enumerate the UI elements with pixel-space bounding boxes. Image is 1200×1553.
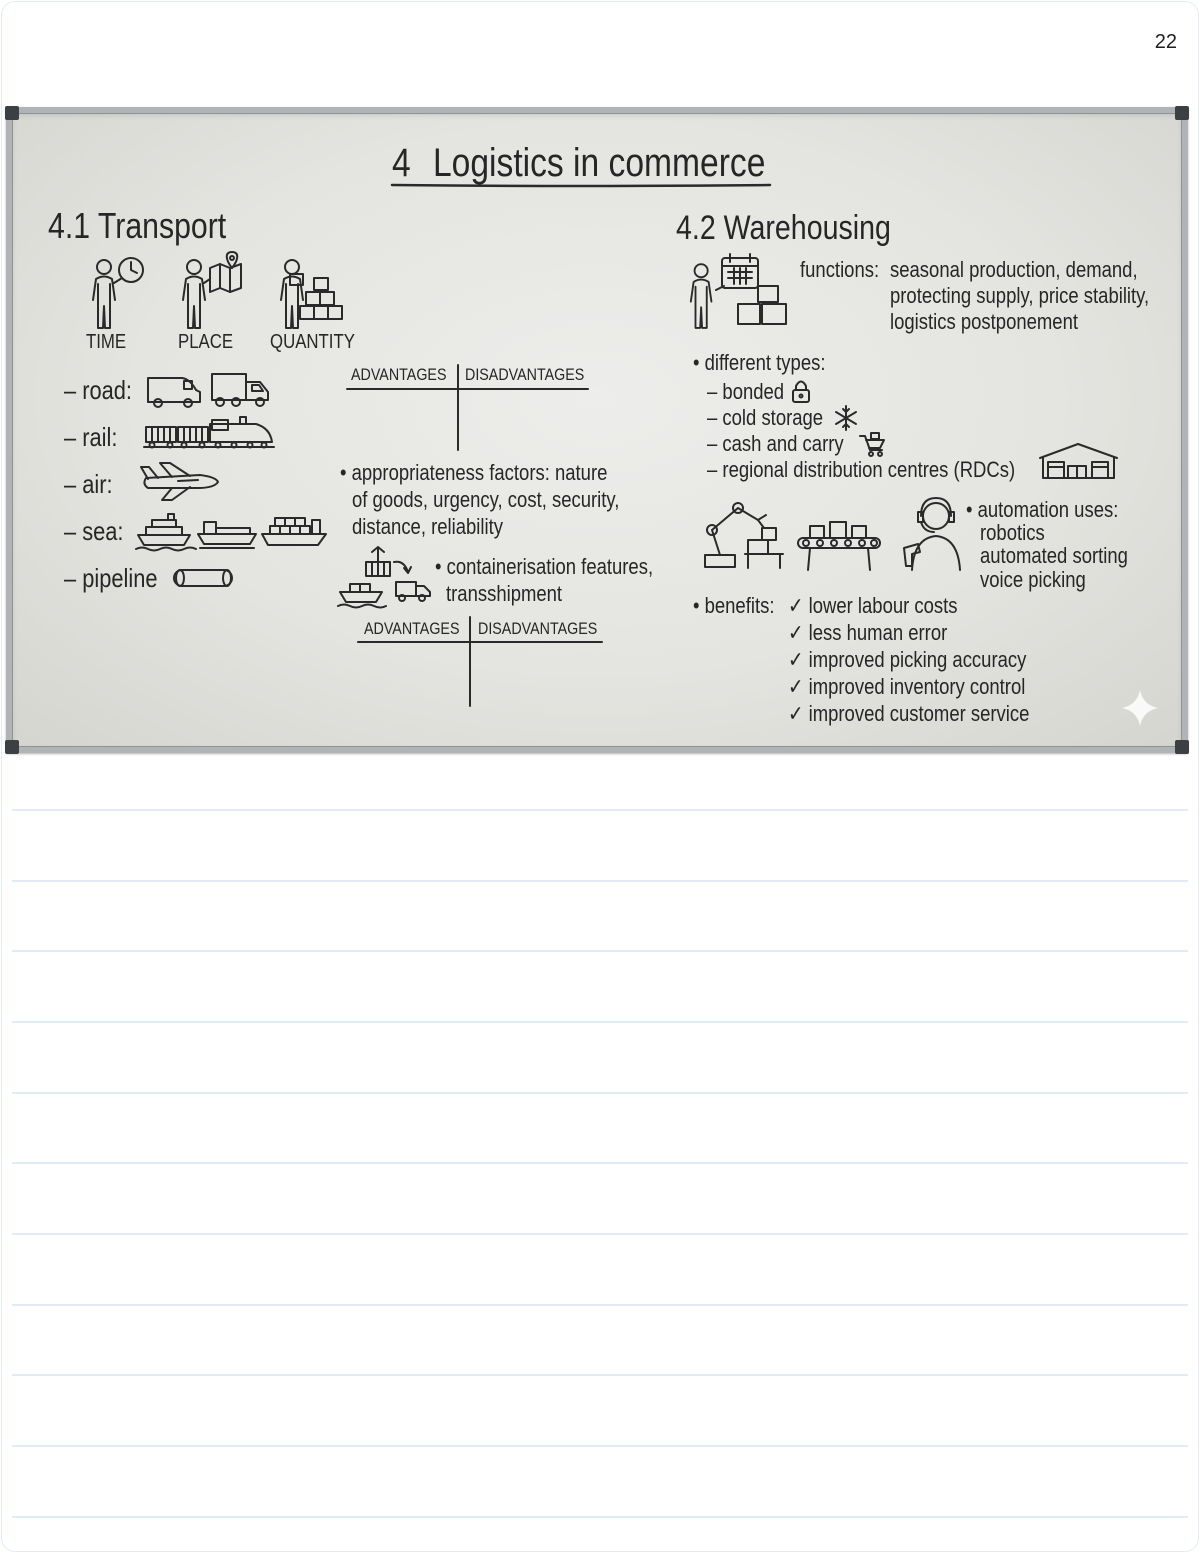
type-item: – bonded: [707, 379, 785, 404]
airplane-icon: [141, 463, 218, 500]
table-1-disadvantages-header: DISADVANTAGES: [465, 365, 585, 384]
mode-air: – air:: [64, 469, 113, 499]
conveyor-belt-icon: [798, 522, 880, 570]
ruled-line: [12, 880, 1188, 882]
automation-item: voice picking: [980, 567, 1086, 592]
snowflake-icon: [836, 406, 856, 430]
utility-time-label: TIME: [86, 331, 127, 353]
functions-line: logistics postponement: [890, 309, 1078, 334]
warehouse-building-icon: [1040, 444, 1117, 478]
warehouse-worker-icon: [691, 254, 786, 328]
ruled-line: [12, 1233, 1188, 1235]
person-map-icon: [183, 252, 241, 328]
title-underline: [392, 185, 770, 186]
ruled-line: [12, 1516, 1188, 1518]
truck-icon: [212, 374, 268, 406]
page-number: 22: [1154, 31, 1177, 53]
lock-icon: [793, 382, 809, 403]
shopping-cart-icon: [860, 433, 884, 456]
appropriateness-line: of goods, urgency, cost, security,: [352, 487, 620, 512]
transport-heading: 4.1 Transport: [48, 205, 227, 246]
ruled-line: [12, 1162, 1188, 1164]
containerisation-line: • containerisation features,: [435, 554, 654, 579]
robot-arm-icon: [705, 503, 783, 568]
appropriateness-line: • appropriateness factors: nature: [340, 460, 608, 485]
ruled-line: [12, 1092, 1188, 1094]
ruled-line: [12, 1021, 1188, 1023]
mode-sea: – sea:: [64, 516, 124, 546]
functions-line: seasonal production, demand,: [890, 257, 1138, 282]
ruled-line: [12, 1304, 1188, 1306]
automation-heading: • automation uses:: [966, 497, 1119, 522]
utility-place-label: PLACE: [178, 331, 234, 353]
functions-label: functions:: [800, 257, 880, 282]
ruled-line: [12, 950, 1188, 952]
automation-item: robotics: [980, 520, 1045, 545]
page-title: Logistics in commerce: [433, 141, 766, 185]
warehousing-heading: 4.2 Warehousing: [676, 209, 891, 247]
appropriateness-line: distance, reliability: [352, 514, 503, 539]
ruled-line: [12, 1445, 1188, 1447]
van-icon: [148, 378, 200, 407]
mode-rail: – rail:: [64, 422, 118, 452]
containerisation-line: transshipment: [446, 581, 563, 606]
benefit-item: ✓ lower labour costs: [788, 593, 958, 618]
train-icon: [144, 417, 274, 448]
container-ship-icon: [262, 518, 326, 545]
ruled-line: [12, 809, 1188, 811]
ruled-line: [12, 1374, 1188, 1376]
table-2-advantages-header: ADVANTAGES: [364, 619, 460, 638]
person-boxes-icon: [281, 260, 342, 328]
benefit-item: ✓ improved inventory control: [788, 674, 1026, 699]
benefit-item: ✓ less human error: [788, 620, 948, 645]
type-item: – cold storage: [707, 405, 824, 430]
table-2-disadvantages-header: DISADVANTAGES: [478, 619, 598, 638]
benefit-item: ✓ improved customer service: [788, 701, 1030, 726]
person-clock-icon: [93, 258, 143, 328]
mode-pipeline: – pipeline: [64, 563, 158, 593]
benefit-item: ✓ improved picking accuracy: [788, 647, 1027, 672]
table-1-advantages-header: ADVANTAGES: [351, 365, 447, 384]
whiteboard-drawings: [0, 0, 1200, 760]
functions-line: protecting supply, price stability,: [890, 283, 1150, 308]
cargo-ship-icon: [198, 522, 256, 548]
type-item: – cash and carry: [707, 431, 844, 456]
benefits-label: • benefits:: [693, 593, 775, 618]
containerisation-icon: [338, 547, 430, 608]
headset-operator-icon: [904, 498, 960, 570]
utility-quantity-label: QUANTITY: [270, 331, 355, 353]
automation-item: automated sorting: [980, 543, 1128, 568]
mode-road: – road:: [64, 375, 133, 405]
type-item: – regional distribution centres (RDCs): [707, 457, 1016, 482]
sparkle-icon: [1122, 690, 1158, 726]
pipeline-icon: [174, 570, 232, 586]
types-heading: • different types:: [693, 350, 826, 375]
cruise-ship-icon: [136, 514, 196, 551]
title-number: 4: [392, 141, 411, 185]
